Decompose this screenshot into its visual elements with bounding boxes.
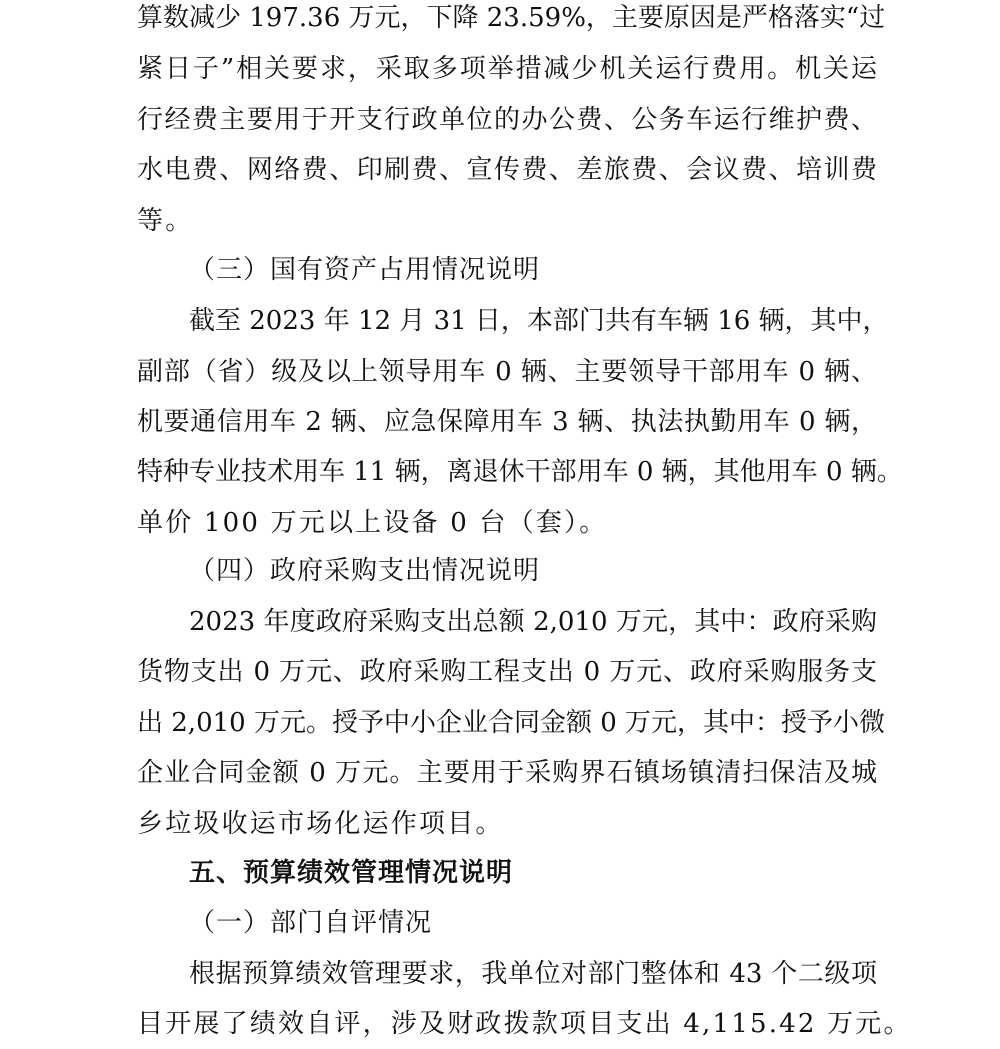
paragraph-line: 目开展了绩效自评，涉及财政拨款项目支出 4,115.42 万元。 <box>137 1009 912 1039</box>
paragraph-line: 出 2,010 万元。授予中小企业合同金额 0 万元，其中：授予小微 <box>137 708 886 738</box>
subsection-heading-self-evaluation: （一）部门自评情况 <box>189 908 433 938</box>
paragraph-line: 副部（省）级及以上领导用车 0 辆、主要领导干部用车 0 辆、 <box>137 357 877 387</box>
paragraph-line: 紧日子”相关要求，采取多项举措减少机关运行费用。机关运 <box>137 54 877 84</box>
paragraph-line: 根据预算绩效管理要求，我单位对部门整体和 43 个二级项 <box>189 959 877 989</box>
paragraph-line: 货物支出 0 万元、政府采购工程支出 0 万元、政府采购服务支 <box>137 657 877 687</box>
paragraph-line: 水电费、网络费、印刷费、宣传费、差旅费、会议费、培训费 <box>137 155 877 185</box>
paragraph-line: 机要通信用车 2 辆、应急保障用车 3 辆、执法执勤用车 0 辆， <box>137 407 877 437</box>
section-heading-performance-management: 五、预算绩效管理情况说明 <box>189 858 514 888</box>
section-heading-state-assets: （三）国有资产占用情况说明 <box>189 255 541 285</box>
paragraph-line: 截至 2023 年 12 月 31 日，本部门共有车辆 16 辆，其中， <box>189 306 889 336</box>
paragraph-line: 等。 <box>137 206 194 236</box>
paragraph-line: 行经费主要用于开支行政单位的办公费、公务车运行维护费、 <box>137 105 877 135</box>
paragraph-line: 特种专业技术用车 11 辆，离退休干部用车 0 辆，其他用车 0 辆。 <box>137 457 903 487</box>
paragraph-line: 算数减少 197.36 万元，下降 23.59%，主要原因是严格落实“过 <box>137 3 886 33</box>
section-heading-government-procurement: （四）政府采购支出情况说明 <box>189 556 541 586</box>
paragraph-line: 乡垃圾收运市场化运作项目。 <box>137 809 504 839</box>
paragraph-line: 企业合同金额 0 万元。主要用于采购界石镇场镇清扫保洁及城 <box>137 758 877 788</box>
paragraph-line: 单价 100 万元以上设备 0 台（套）。 <box>137 508 608 538</box>
paragraph-line: 2023 年度政府采购支出总额 2,010 万元，其中：政府采购 <box>189 607 877 637</box>
